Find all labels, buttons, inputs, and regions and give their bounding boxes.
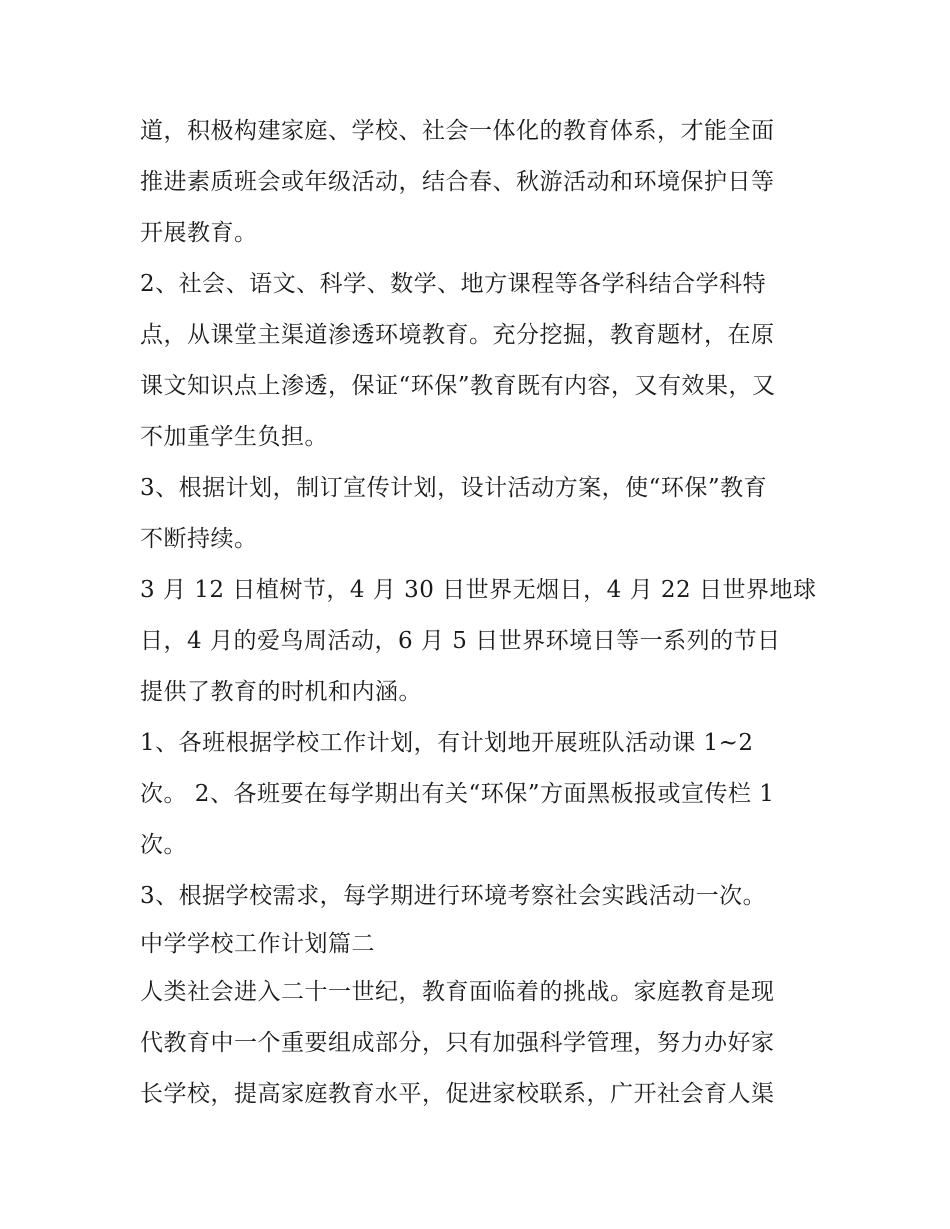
- text-line: 代教育中一个重要组成部分，只有加强科学管理，努力办好家: [140, 1030, 775, 1056]
- text-line: 课文知识点上渗透，保证“环保”教育既有内容，又有效果，又: [140, 373, 776, 399]
- section-heading: 中学学校工作计划篇二: [140, 931, 375, 957]
- text-line: 提供了教育的时机和内涵。: [140, 679, 422, 705]
- text-line: 3 月 12 日植树节，4 月 30 日世界无烟日，4 月 22 日世界地球: [140, 577, 817, 603]
- document-body: [140, 106, 820, 1120]
- text-line: 推进素质班会或年级活动，结合春、秋游活动和环境保护日等: [140, 169, 775, 195]
- text-line: 次。 2、各班要在每学期出有关“环保”方面黑板报或宣传栏 1: [140, 781, 775, 807]
- text-line: 不加重学生负担。: [140, 424, 328, 450]
- text-line: 3、根据学校需求，每学期进行环境考察社会实践活动一次。: [140, 883, 767, 909]
- text-line: 长学校，提高家庭教育水平，促进家校联系，广开社会育人渠: [140, 1081, 775, 1107]
- text-line: 点，从课堂主渠道渗透环境教育。充分挖掘，教育题材，在原: [140, 322, 775, 348]
- text-line: 道，积极构建家庭、学校、社会一体化的教育体系，才能全面: [140, 118, 775, 144]
- text-line: 3、根据计划，制订宣传计划，设计活动方案，使“环保”教育: [140, 475, 768, 501]
- text-line: 人类社会进入二十一世纪，教育面临着的挑战。家庭教育是现: [140, 979, 775, 1005]
- text-line: 次。: [140, 832, 187, 858]
- text-line: 2、社会、语文、科学、数学、地方课程等各学科结合学科特: [140, 271, 767, 297]
- text-line: 不断持续。: [140, 526, 258, 552]
- text-line: 开展教育。: [140, 220, 258, 246]
- text-line: 1、各班根据学校工作计划，有计划地开展班队活动课 1~2: [140, 730, 754, 756]
- text-line: 日，4 月的爱鸟周活动，6 月 5 日世界环境日等一系列的节日: [140, 628, 781, 654]
